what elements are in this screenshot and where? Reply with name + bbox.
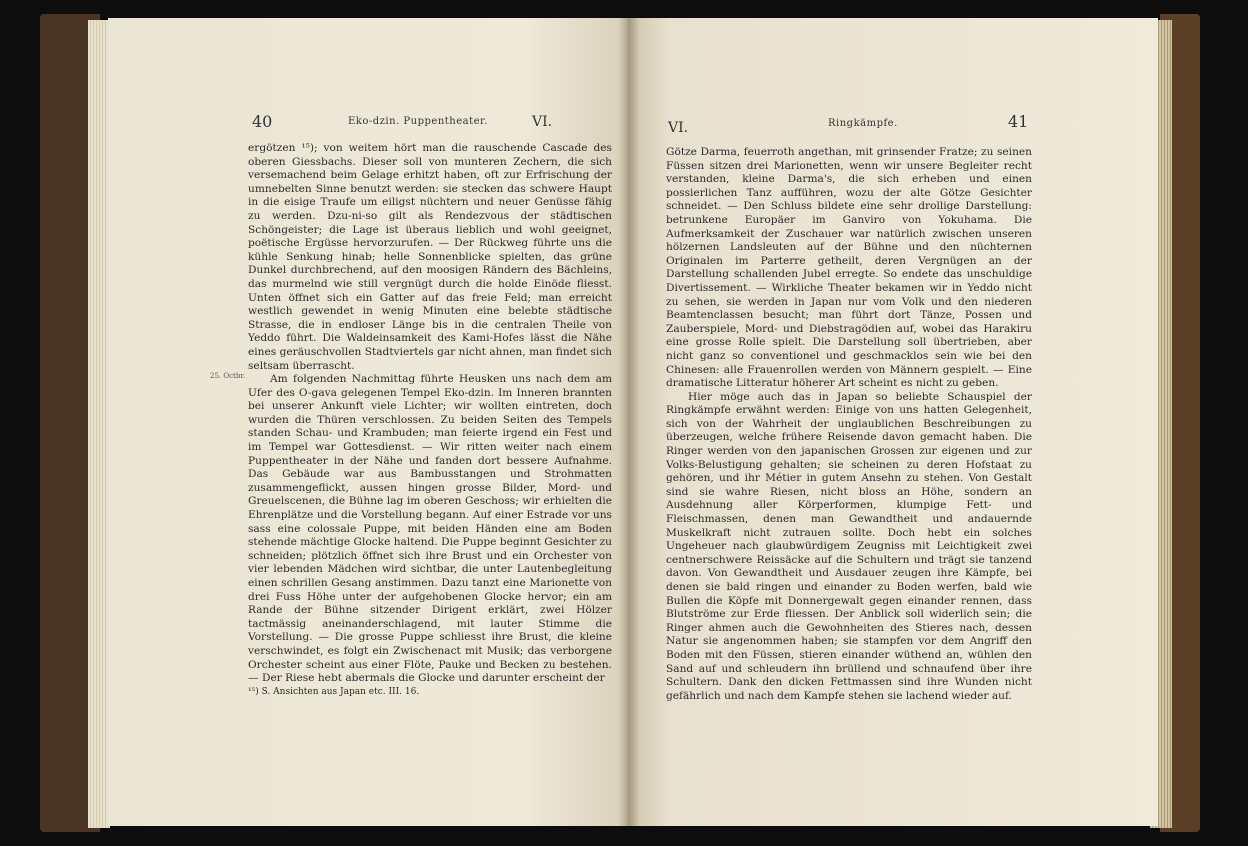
left-footnote: ¹⁵) S. Ansichten aus Japan etc. III. 16. bbox=[248, 686, 420, 697]
left-paragraph-1: ergötzen ¹⁵); von weitem hört man die rauschende Cascade des oberen Giessbachs. Dieser soll von munteren Zechern, die sich versemachend beim Gelage erhitzt haben, oft zur Erfrischung der umnebelten Sinne benutzt werden: sie stecken das schwere Haupt in die eisige Traufe um eiligst nüchtern und neuer Genüsse fähig zu werden. Dzu-ni-so gilt als Rendezvous der städtischen Schöngeister; die Lage ist überaus lieblich und wohl geeignet, poëtische Ergüsse hervorzurufen. — Der Rückweg führte uns die kühle Senkung hinab; helle Sonnenblicke spielten, das grüne Dunkel durchbrechend, auf den moosigen Rändern des Bächleins, das murmelnd wie still vergnügt durch die holde Einöde fliesst. Unten öffnet sich ein Gatter auf das freie Feld; man erreicht westlich gewendet in wenig Minuten eine belebte städtische Strasse, die in endloser Länge bis in die centralen Theile von Yeddo führt. Die Waldeinsamkeit des Kami-Hofes lässt die Nähe eines geräuschvollen Stadtviertels gar nicht ahnen, man findet sich seltsam überrascht. bbox=[248, 142, 612, 372]
right-paragraph-2: Hier möge auch das in Japan so beliebte Schauspiel der Ringkämpfe erwähnt werden: Einige von uns hatten Gelegenheit, sich von der Wahrheit der unglaublichen Beschreibungen zu überzeugen, welche frühere Reisende davon gemacht haben. Die Ringer werden von den japanischen Grossen zur eigenen und zur Volks-Belustigung gehalten; sie scheinen zu deren Hofstaat zu gehören, und ihr Métier in gutem Ansehn zu stehen. Von Gestalt sind sie wahre Riesen, nicht bloss an Höhe, sondern an Ausdehnung aller Körperformen, klumpige Fett- und Fleischmassen, denen man Gewandtheit und andauernde Muskelkraft nicht zutrauen sollte. Doch hebt ein solches Ungeheuer nach glaubwürdigem Zeugniss mit Leichtigkeit zwei centnerschwere Reissäcke auf die Schultern und trägt sie tanzend davon. Von Gewandtheit und Ausdauer zeugen ihre Kämpfe, bei denen sie bald ringen und einander zu Boden werfen, bald wie Bullen die Köpfe mit Donnergewalt gegen einander rennen, dass Blutströme zur Erde fliessen. Der Anblick soll widerlich sein; die Ringer ahmen auch die Gewohnheiten des Stieres nach, dessen Natur sie angenommen haben; sie stampfen vor dem Angriff den Boden mit den Füssen, stieren einander wüthend an, wühlen den Sand auf und schleudern ihn brüllend und schnaufend über ihre Schultern. Dank den dicken Fettmassen sind ihre Wunden nicht gefährlich und nach dem Kampfe stehen sie lachend wieder auf. bbox=[666, 390, 1032, 702]
left-section-number: VI. bbox=[532, 114, 553, 130]
left-page-number: 40 bbox=[252, 112, 273, 131]
right-page bbox=[628, 18, 1158, 826]
right-body-text bbox=[666, 146, 1032, 703]
right-paragraph-1: Götze Darma, feuerroth angethan, mit grinsender Fratze; zu seinen Füssen sitzen drei Marionetten, wenn wir unsere Begleiter recht verstanden, kleine Darma's, die sich erheben und einen possierlichen Tanz aufführen, wozu der alte Götze Gesichter schneidet. — Den Schluss bildete eine sehr drollige Darstellung: betrunkene Europäer im Ganviro von Yokuhama. Die Aufmerksamkeit der Zuschauer war natürlich zwischen unseren hölzernen Landsleuten auf der Bühne und den nüchternen Originalen im Parterre getheilt, deren Vergnügen an der Darstellung schallenden Jubel erregte. So endete das unschuldige Divertissement. — Wirkliche Theater bekamen wir in Yeddo nicht zu sehen, sie werden in Japan nur vom Volk und den niederen Beamtenclassen besucht; man führt dort Tänze, Possen und Zauberspiele, Mord- und Diebstragödien auf, wobei das Harakiru eine grosse Rolle spielt. Die Darstellung soll übertrieben, aber nicht ganz so conventionel und geschmacklos sein wie bei den Chinesen: alle Frauenrollen werden von Männern gespielt. — Eine dramatische Litteratur höherer Art scheint es nicht zu geben. bbox=[666, 146, 1032, 390]
right-section-number: VI. bbox=[668, 120, 689, 136]
left-running-title: Eko-dzin. Puppentheater. bbox=[348, 116, 488, 127]
page-edges-left bbox=[88, 20, 110, 828]
left-body-text bbox=[248, 142, 612, 699]
book-gutter bbox=[618, 18, 640, 826]
right-page-number: 41 bbox=[1008, 112, 1029, 131]
open-book bbox=[40, 10, 1200, 836]
left-page bbox=[108, 18, 628, 826]
margin-date-note: 25. Octbr. bbox=[210, 372, 246, 380]
right-running-title: Ringkämpfe. bbox=[828, 118, 898, 129]
left-paragraph-2: Am folgenden Nachmittag führte Heusken uns nach dem am Ufer des O-gava gelegenen Tempel Eko-dzin. Im Inneren brannten bei unserer Ankunft viele Lichter; wir wollten eintreten, doch wurden die Thüren verschlossen. Zu beiden Seiten des Tempels standen Schau- und Krambuden; man feierte irgend ein Fest und im Tempel war Gottesdienst. — Wir ritten weiter nach einem Puppentheater in der Nähe und fanden dort bessere Aufnahme. Das Gebäude war aus Bambusstangen und Strohmatten zusammengeflickt, aussen hingen grosse Bilder, Mord- und Greuelscenen, die Bühne lag im oberen Geschoss; wir erhielten die Ehrenplätze und die Vorstellung begann. Auf einer Estrade vor uns sass eine colossale Puppe, mit beiden Händen eine am Boden stehende mächtige Glocke haltend. Die Puppe beginnt Gesichter zu schneiden; plötzlich öffnet sich ihre Brust und ein Orchester von vier lebenden Mädchen wird sichtbar, die unter Lautenbegleitung einen schrillen Gesang anstimmen. Dazu tanzt eine Marionette von drei Fuss Höhe unter der aufgehobenen Glocke hervor; ein am Rande der Bühne sitzender Dirigent erklärt, zwei Hölzer tactmässig aneinanderschlagend, mit lauter Stimme die Vorstellung. — Die grosse Puppe schliesst ihre Brust, die kleine verschwindet, es folgt ein Zwischenact mit Musik; das verborgene Orchester scheint aus einer Flöte, Pauke und Becken zu bestehen. — Der Riese hebt abermals die Glocke und darunter erscheint der bbox=[248, 373, 612, 685]
